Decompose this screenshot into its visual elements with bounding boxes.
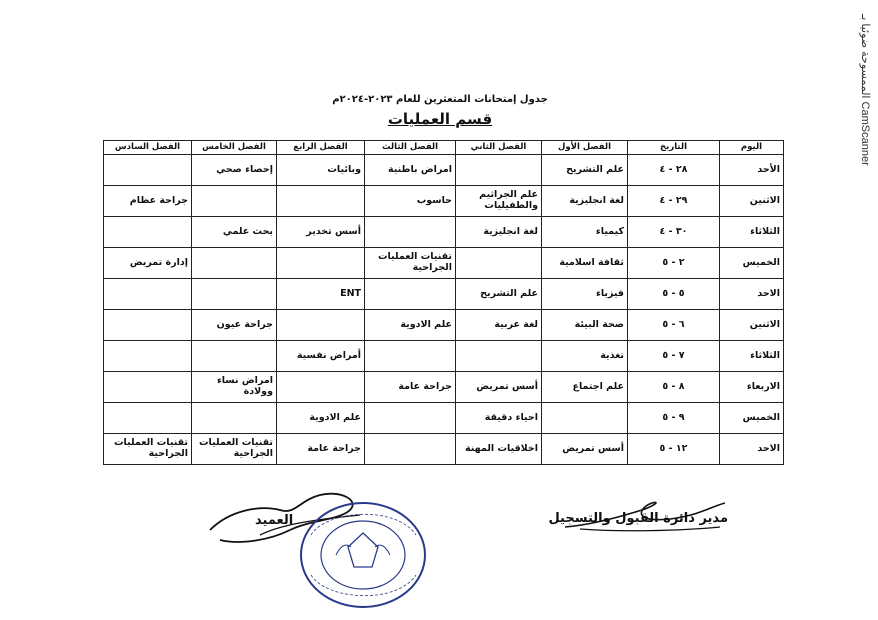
course-cell-sem2: أسس تمريض	[456, 372, 542, 403]
course-cell-sem3: امراض باطنية	[365, 155, 456, 186]
day-cell: الخميس	[720, 248, 784, 279]
table-row	[104, 217, 784, 248]
course-cell-sem4: ENT	[277, 279, 365, 310]
course-cell-sem4	[277, 310, 365, 341]
course-cell-sem1: كيمياء	[542, 217, 628, 248]
camscanner-watermark: الممسوحة ضوئيا بـ CamScanner	[859, 14, 871, 166]
date-cell: ٢ - ٥	[628, 248, 720, 279]
course-cell-sem6	[104, 279, 192, 310]
day-cell: الخميس	[720, 403, 784, 434]
course-cell-sem6	[104, 403, 192, 434]
course-cell-sem4	[277, 186, 365, 217]
course-cell-sem4: أمراض نفسية	[277, 341, 365, 372]
course-cell-sem1: علم التشريح	[542, 155, 628, 186]
course-cell-sem1: أسس تمريض	[542, 434, 628, 465]
course-cell-sem4: جراحة عامة	[277, 434, 365, 465]
course-cell-sem2: علم الجراثيم والطفيليات	[456, 186, 542, 217]
date-cell: ٣٠ - ٤	[628, 217, 720, 248]
page-title: جدول إمتحانات المتعثرين للعام ٢٠٢٣-٢٠٢٤م	[332, 94, 548, 105]
date-cell: ٨ - ٥	[628, 372, 720, 403]
course-cell-sem4	[277, 372, 365, 403]
course-cell-sem3	[365, 217, 456, 248]
course-cell-sem3	[365, 403, 456, 434]
course-cell-sem4	[277, 248, 365, 279]
course-cell-sem5: تقنيات العمليات الجراحية	[192, 434, 277, 465]
header-sem4: الفصل الرابع	[277, 141, 365, 155]
date-cell: ١٢ - ٥	[628, 434, 720, 465]
course-cell-sem5	[192, 403, 277, 434]
course-cell-sem2: اخلاقيات المهنة	[456, 434, 542, 465]
course-cell-sem3: حاسوب	[365, 186, 456, 217]
course-cell-sem3	[365, 434, 456, 465]
course-cell-sem2: علم التشريح	[456, 279, 542, 310]
course-cell-sem1: تغذية	[542, 341, 628, 372]
course-cell-sem3: جراحة عامة	[365, 372, 456, 403]
day-cell: الاحد	[720, 434, 784, 465]
header-sem6: الفصل السادس	[104, 141, 192, 155]
date-cell: ٢٨ - ٤	[628, 155, 720, 186]
official-stamp	[296, 495, 431, 615]
course-cell-sem5: جراحة عيون	[192, 310, 277, 341]
date-cell: ٦ - ٥	[628, 310, 720, 341]
course-cell-sem2: احياء دقيقة	[456, 403, 542, 434]
exam-schedule-table	[103, 140, 784, 465]
header-date: التاريخ	[628, 141, 720, 155]
course-cell-sem1	[542, 403, 628, 434]
course-cell-sem2: لغة انجليزية	[456, 217, 542, 248]
table-row	[104, 403, 784, 434]
course-cell-sem5: بحث علمي	[192, 217, 277, 248]
header-sem3: الفصل الثالث	[365, 141, 456, 155]
table-row	[104, 434, 784, 465]
date-cell: ٩ - ٥	[628, 403, 720, 434]
course-cell-sem1: علم اجتماع	[542, 372, 628, 403]
course-cell-sem3: علم الادوية	[365, 310, 456, 341]
day-cell: الاربعاء	[720, 372, 784, 403]
table-row	[104, 155, 784, 186]
course-cell-sem6	[104, 310, 192, 341]
dean-signature-label: العميد	[255, 513, 294, 528]
table-row	[104, 310, 784, 341]
department-title: قسم العمليات	[387, 110, 493, 128]
course-cell-sem2	[456, 155, 542, 186]
date-cell: ٥ - ٥	[628, 279, 720, 310]
course-cell-sem6: إدارة تمريض	[104, 248, 192, 279]
course-cell-sem4: أسس تخدير	[277, 217, 365, 248]
course-cell-sem3	[365, 279, 456, 310]
course-cell-sem6	[104, 372, 192, 403]
header-day: اليوم	[720, 141, 784, 155]
course-cell-sem3: تقنيات العمليات الجراحية	[365, 248, 456, 279]
day-cell: الاحد	[720, 279, 784, 310]
director-signature-label: مدير دائرة القبول والتسجيل	[548, 511, 728, 526]
day-cell: الأحد	[720, 155, 784, 186]
table-header-row	[104, 141, 784, 155]
day-cell: الثلاثاء	[720, 217, 784, 248]
course-cell-sem2	[456, 248, 542, 279]
course-cell-sem1: لغة انجليزية	[542, 186, 628, 217]
course-cell-sem5: امراض نساء وولادة	[192, 372, 277, 403]
date-cell: ٧ - ٥	[628, 341, 720, 372]
course-cell-sem1: ثقافة اسلامية	[542, 248, 628, 279]
course-cell-sem5	[192, 279, 277, 310]
course-cell-sem5	[192, 248, 277, 279]
date-cell: ٢٩ - ٤	[628, 186, 720, 217]
course-cell-sem2: لغة عربية	[456, 310, 542, 341]
course-cell-sem6	[104, 341, 192, 372]
table-row	[104, 186, 784, 217]
course-cell-sem6: تقنيات العمليات الجراحية	[104, 434, 192, 465]
table-row	[104, 372, 784, 403]
course-cell-sem5: إحصاء صحي	[192, 155, 277, 186]
day-cell: الاثنين	[720, 186, 784, 217]
course-cell-sem6	[104, 217, 192, 248]
course-cell-sem1: فيزياء	[542, 279, 628, 310]
header-sem1: الفصل الأول	[542, 141, 628, 155]
course-cell-sem4: وبائيات	[277, 155, 365, 186]
course-cell-sem5	[192, 341, 277, 372]
course-cell-sem1: صحة البيئة	[542, 310, 628, 341]
table-row	[104, 341, 784, 372]
course-cell-sem5	[192, 186, 277, 217]
table-row	[104, 279, 784, 310]
course-cell-sem3	[365, 341, 456, 372]
table-row	[104, 248, 784, 279]
header-sem5: الفصل الخامس	[192, 141, 277, 155]
course-cell-sem4: علم الادوية	[277, 403, 365, 434]
signature-area	[0, 505, 878, 615]
course-cell-sem6	[104, 155, 192, 186]
course-cell-sem2	[456, 341, 542, 372]
course-cell-sem6: جراحة عظام	[104, 186, 192, 217]
header-sem2: الفصل الثاني	[456, 141, 542, 155]
day-cell: الثلاثاء	[720, 341, 784, 372]
day-cell: الاثنين	[720, 310, 784, 341]
